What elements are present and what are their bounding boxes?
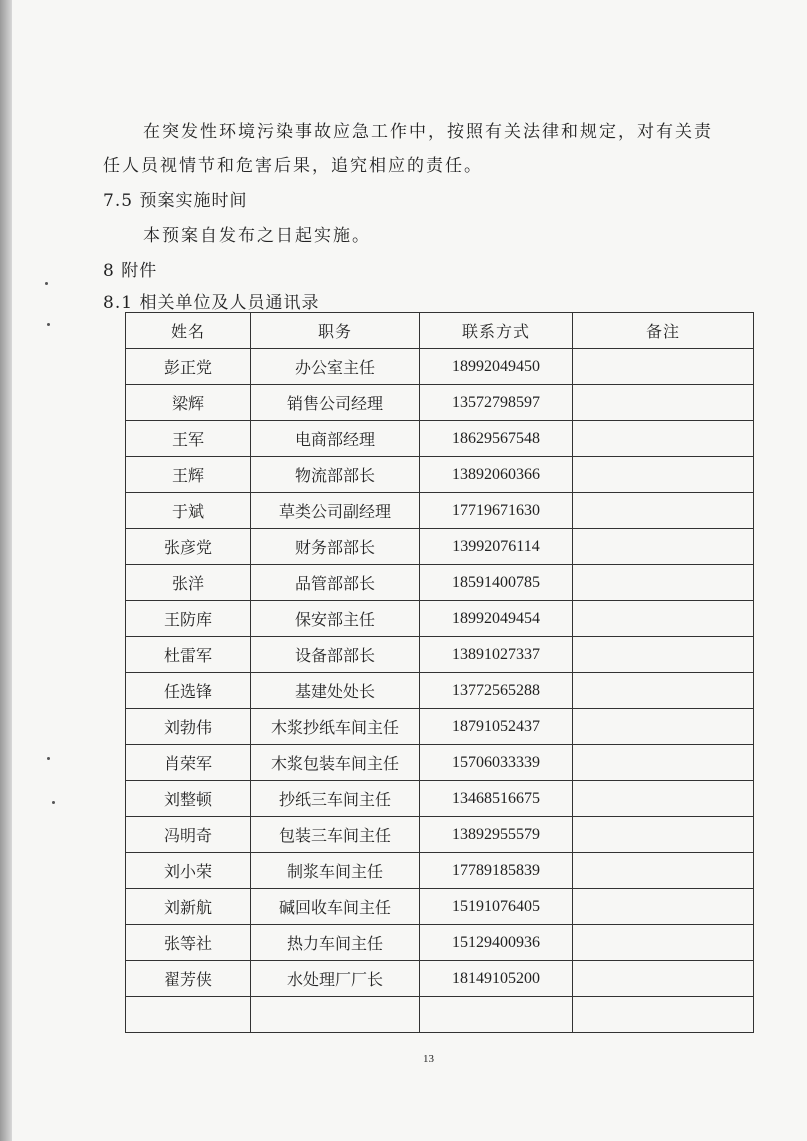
table-cell-note bbox=[573, 457, 754, 493]
table-cell-title: 财务部部长 bbox=[251, 529, 420, 565]
table-cell-note bbox=[573, 673, 754, 709]
table-cell-title: 办公室主任 bbox=[251, 349, 420, 385]
table-cell-phone: 18591400785 bbox=[420, 565, 573, 601]
table-cell-title: 电商部经理 bbox=[251, 421, 420, 457]
table-row bbox=[126, 673, 754, 709]
table-cell-title: 销售公司经理 bbox=[251, 385, 420, 421]
table-row bbox=[126, 889, 754, 925]
table-row bbox=[126, 817, 754, 853]
table-cell-name: 杜雷军 bbox=[126, 637, 251, 673]
table-cell-name: 肖荣军 bbox=[126, 745, 251, 781]
table-row bbox=[126, 349, 754, 385]
table-cell-title: 物流部部长 bbox=[251, 457, 420, 493]
table-cell-name: 任选锋 bbox=[126, 673, 251, 709]
table-cell-phone: 13468516675 bbox=[420, 781, 573, 817]
paragraph-line: 任人员视情节和危害后果，追究相应的责任。 bbox=[103, 156, 483, 176]
table-cell-phone: 17789185839 bbox=[420, 853, 573, 889]
table-cell-note bbox=[573, 493, 754, 529]
table-cell-title bbox=[251, 997, 420, 1033]
table-row bbox=[126, 421, 754, 457]
table-cell-name: 刘小荣 bbox=[126, 853, 251, 889]
table-cell-note bbox=[573, 637, 754, 673]
table-cell-note bbox=[573, 817, 754, 853]
table-cell-title: 设备部部长 bbox=[251, 637, 420, 673]
table-cell-phone: 13772565288 bbox=[420, 673, 573, 709]
table-row bbox=[126, 745, 754, 781]
table-cell-phone: 17719671630 bbox=[420, 493, 573, 529]
column-header: 备注 bbox=[573, 313, 754, 349]
table-cell-note bbox=[573, 421, 754, 457]
table-cell-note bbox=[573, 781, 754, 817]
table-cell-title: 品管部部长 bbox=[251, 565, 420, 601]
table-cell-name: 张彦党 bbox=[126, 529, 251, 565]
table-cell-phone bbox=[420, 997, 573, 1033]
section-heading-8-1: 8.1 相关单位及人员通讯录 bbox=[103, 293, 320, 313]
table-cell-note bbox=[573, 961, 754, 997]
scan-speck bbox=[47, 323, 50, 326]
table-cell-phone: 18992049450 bbox=[420, 349, 573, 385]
table-cell-note bbox=[573, 853, 754, 889]
table-cell-name: 冯明奇 bbox=[126, 817, 251, 853]
table-cell-name: 王辉 bbox=[126, 457, 251, 493]
column-header: 职务 bbox=[251, 313, 420, 349]
table-cell-phone: 18791052437 bbox=[420, 709, 573, 745]
contacts-table bbox=[125, 312, 754, 1033]
scan-edge-shadow bbox=[0, 0, 12, 1141]
table-cell-phone: 15191076405 bbox=[420, 889, 573, 925]
table-cell-phone: 13992076114 bbox=[420, 529, 573, 565]
table-cell-note bbox=[573, 997, 754, 1033]
paragraph-line: 在突发性环境污染事故应急工作中，按照有关法律和规定，对有关责 bbox=[143, 122, 713, 142]
table-cell-note bbox=[573, 529, 754, 565]
table-cell-phone: 18149105200 bbox=[420, 961, 573, 997]
scan-speck bbox=[47, 757, 50, 760]
column-header: 联系方式 bbox=[420, 313, 573, 349]
table-cell-note bbox=[573, 385, 754, 421]
table-cell-title: 碱回收车间主任 bbox=[251, 889, 420, 925]
table-cell-name: 梁辉 bbox=[126, 385, 251, 421]
table-row bbox=[126, 961, 754, 997]
table-cell-note bbox=[573, 889, 754, 925]
column-header: 姓名 bbox=[126, 313, 251, 349]
table-cell-name: 刘新航 bbox=[126, 889, 251, 925]
table-cell-phone: 13572798597 bbox=[420, 385, 573, 421]
table-cell-title: 包装三车间主任 bbox=[251, 817, 420, 853]
page-number: 13 bbox=[423, 1053, 434, 1065]
table-cell-note bbox=[573, 601, 754, 637]
table-cell-name: 刘勃伟 bbox=[126, 709, 251, 745]
table-cell-title: 木浆包装车间主任 bbox=[251, 745, 420, 781]
table-cell-phone: 15706033339 bbox=[420, 745, 573, 781]
table-cell-name: 于斌 bbox=[126, 493, 251, 529]
table-row bbox=[126, 457, 754, 493]
section-heading-8: 8 附件 bbox=[103, 261, 158, 281]
table-cell-title: 制浆车间主任 bbox=[251, 853, 420, 889]
scan-speck bbox=[45, 282, 48, 285]
table-cell-phone: 15129400936 bbox=[420, 925, 573, 961]
table-row bbox=[126, 529, 754, 565]
table-cell-note bbox=[573, 349, 754, 385]
table-cell-note bbox=[573, 565, 754, 601]
table-cell-name: 王防库 bbox=[126, 601, 251, 637]
table-cell-phone: 13891027337 bbox=[420, 637, 573, 673]
section-heading-7-5: 7.5 预案实施时间 bbox=[103, 191, 248, 211]
table-cell-note bbox=[573, 925, 754, 961]
table-row bbox=[126, 385, 754, 421]
table-row bbox=[126, 781, 754, 817]
table-row bbox=[126, 997, 754, 1033]
table-row bbox=[126, 565, 754, 601]
table-cell-title: 热力车间主任 bbox=[251, 925, 420, 961]
table-cell-name: 张洋 bbox=[126, 565, 251, 601]
table-cell-title: 抄纸三车间主任 bbox=[251, 781, 420, 817]
scan-speck bbox=[52, 801, 55, 804]
paragraph-line: 本预案自发布之日起实施。 bbox=[143, 226, 371, 246]
table-cell-name bbox=[126, 997, 251, 1033]
table-cell-name: 王军 bbox=[126, 421, 251, 457]
table-cell-title: 草类公司副经理 bbox=[251, 493, 420, 529]
table-cell-name: 彭正党 bbox=[126, 349, 251, 385]
table-cell-phone: 18629567548 bbox=[420, 421, 573, 457]
table-cell-note bbox=[573, 745, 754, 781]
table-row bbox=[126, 637, 754, 673]
table-header-row bbox=[126, 313, 754, 349]
table-cell-title: 水处理厂厂长 bbox=[251, 961, 420, 997]
table-cell-title: 保安部主任 bbox=[251, 601, 420, 637]
table-row bbox=[126, 493, 754, 529]
table-cell-title: 木浆抄纸车间主任 bbox=[251, 709, 420, 745]
table-cell-title: 基建处处长 bbox=[251, 673, 420, 709]
table-cell-phone: 18992049454 bbox=[420, 601, 573, 637]
table-cell-name: 张等社 bbox=[126, 925, 251, 961]
table-cell-phone: 13892060366 bbox=[420, 457, 573, 493]
table-row bbox=[126, 601, 754, 637]
table-cell-name: 翟芳侠 bbox=[126, 961, 251, 997]
table-cell-phone: 13892955579 bbox=[420, 817, 573, 853]
table-row bbox=[126, 925, 754, 961]
table-row bbox=[126, 709, 754, 745]
table-row bbox=[126, 853, 754, 889]
table-cell-note bbox=[573, 709, 754, 745]
table-cell-name: 刘整顿 bbox=[126, 781, 251, 817]
